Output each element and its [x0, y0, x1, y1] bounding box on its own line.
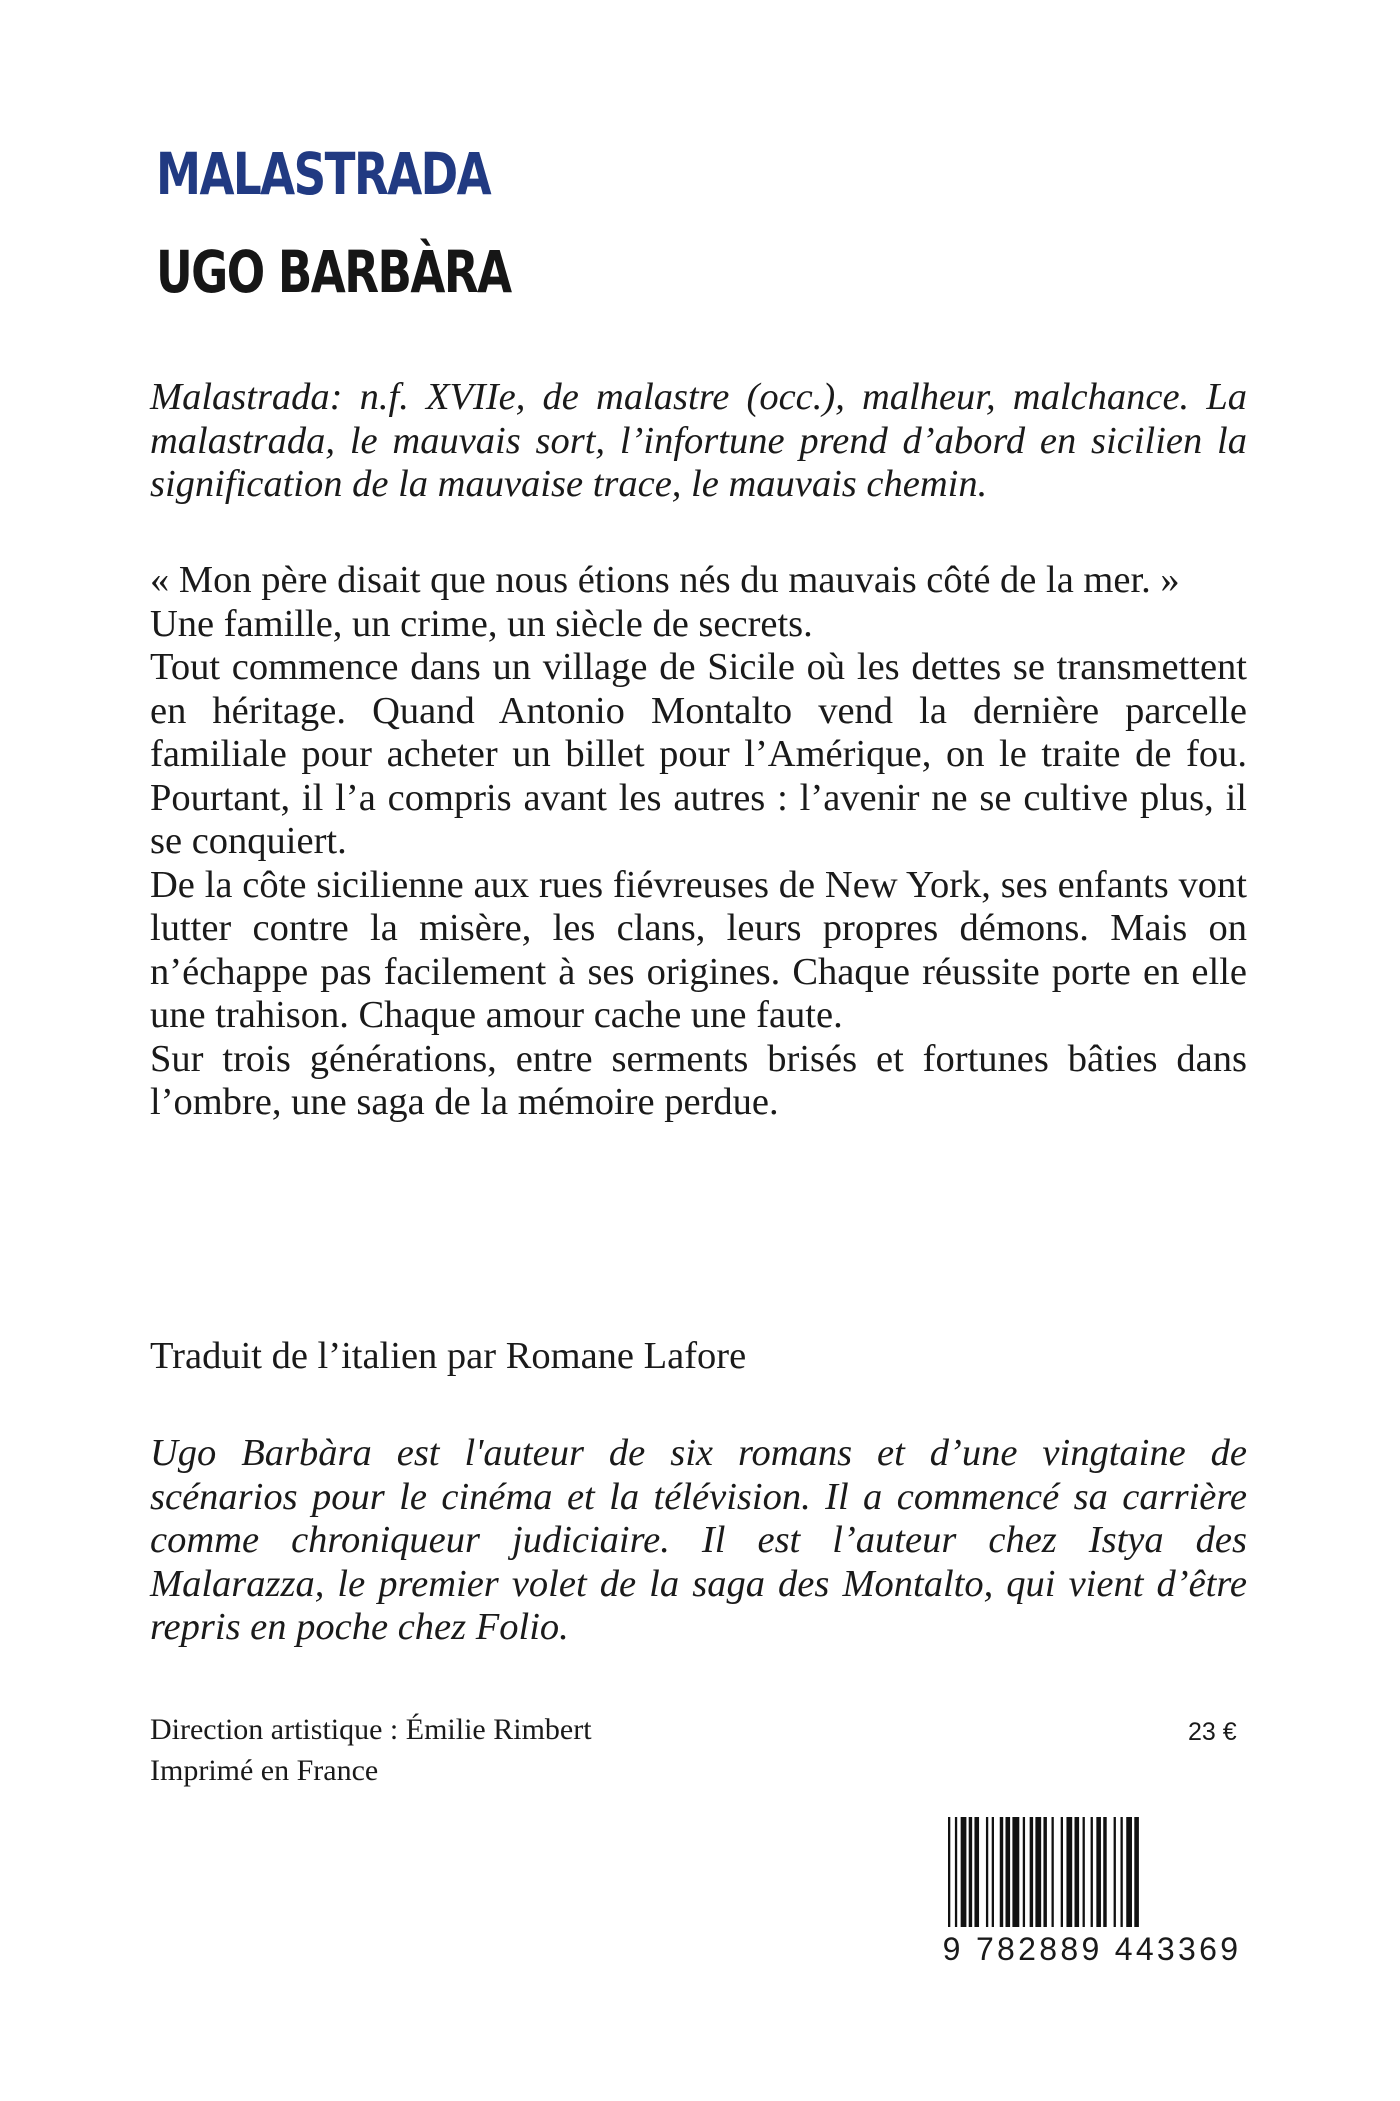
author-name: UGO BARBÀRA	[156, 238, 511, 306]
definition-paragraph: Malastrada: n.f. XVIIe, de malastre (occ.), malheur, malchance. La malastrada, le mauvais sort, l’infortune prend d’abord en sicilien la signification de la mauvaise trace, le mauvais chemin.	[150, 376, 1247, 505]
book-title: MALASTRADA	[156, 140, 491, 208]
blurb-paragraph: De la côte sicilienne aux rues fiévreuses de New York, ses enfants vont lutter contre la misère, les clans, leurs propres démons. Mais on n’échappe pas facilement à ses origines. Chaque réussite porte en elle une trahison. Chaque amour cache une faute.	[150, 863, 1247, 1036]
barcode-digits: 9 782889 443369	[942, 1927, 1242, 1971]
credits	[150, 1709, 592, 1791]
blurb-paragraph: Tout commence dans un village de Sicile où les dettes se transmettent en héritage. Quand Antonio Montalto vend la dernière parcelle familiale pour acheter un billet pour l’Amérique, on le traite de fou. Pourtant, il l’a compris avant les autres : l’avenir ne se cultive plus, il se conquiert.	[150, 646, 1247, 862]
blurb	[150, 559, 1247, 1125]
translator-credit: Traduit de l’italien par Romane Lafore	[150, 1335, 747, 1377]
art-direction-credit: Direction artistique : Émilie Rimbert	[150, 1713, 592, 1746]
printing-credit: Imprimé en France	[150, 1754, 379, 1787]
blurb-quote: « Mon père disait que nous étions nés du mauvais côté de la mer. »	[150, 559, 1180, 601]
author-bio: Ugo Barbàra est l'auteur de six romans et d’une vingtaine de scénarios pour le cinéma et la télévision. Il a commencé sa carrière comme chroniqueur judiciaire. Il est l’auteur chez Istya des Malarazza, le premier volet de la saga des Montalto, qui vient d’être repris en poche chez Folio.	[150, 1432, 1247, 1648]
blurb-paragraph: Sur trois générations, entre serments brisés et fortunes bâties dans l’ombre, une saga de la mémoire perdue.	[150, 1037, 1247, 1123]
price-label: 23 €	[1188, 1718, 1237, 1746]
barcode	[942, 1817, 1242, 1971]
blurb-tagline: Une famille, un crime, un siècle de secrets.	[150, 602, 813, 645]
